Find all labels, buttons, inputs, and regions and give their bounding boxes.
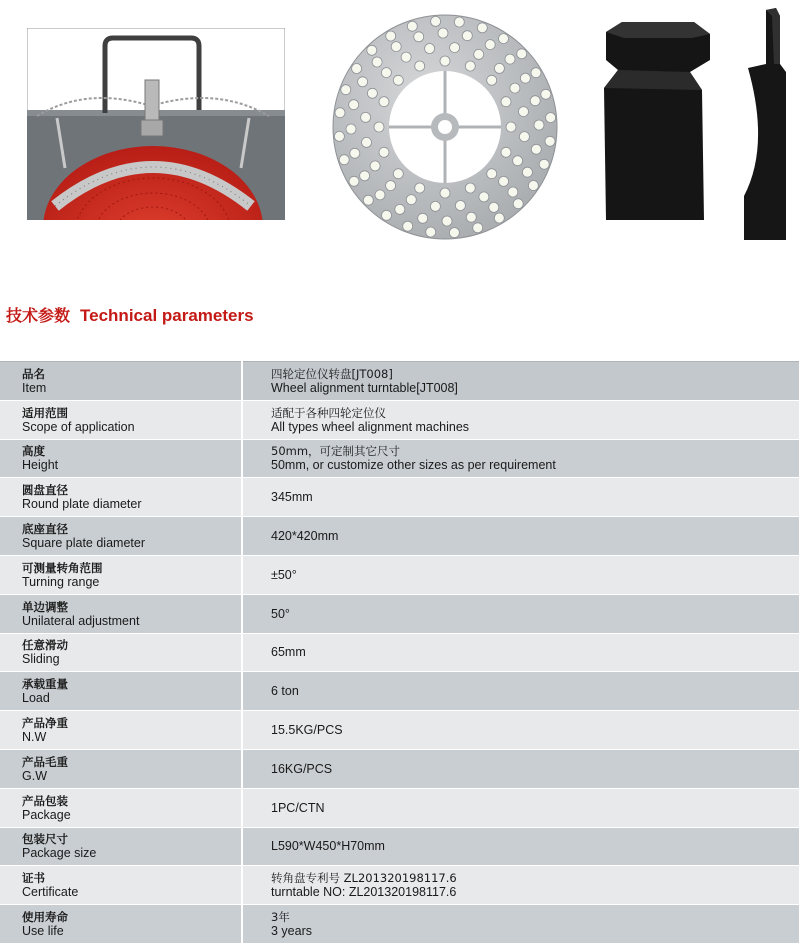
- param-label: [0, 672, 242, 711]
- param-label: [0, 517, 242, 556]
- param-label: [0, 362, 242, 401]
- param-label-zh: 品名: [22, 366, 45, 381]
- param-label: [0, 633, 242, 672]
- roller-ball: [372, 57, 382, 67]
- table-row: [0, 633, 799, 672]
- param-value-text: L590*W450*H70mm: [271, 839, 385, 854]
- roller-ball: [349, 100, 359, 110]
- param-value-text: 65mm: [271, 645, 306, 660]
- param-label: [0, 827, 242, 866]
- param-value: [242, 555, 799, 594]
- roller-ball: [466, 212, 476, 222]
- param-label: [0, 555, 242, 594]
- roller-ball: [360, 171, 370, 181]
- roller-ball: [361, 112, 371, 122]
- param-value-zh: 适配于各种四轮定位仪: [271, 405, 386, 420]
- param-value: [242, 478, 799, 517]
- roller-ball: [519, 132, 529, 142]
- param-value: [242, 672, 799, 711]
- roller-ball: [363, 195, 373, 205]
- table-row: [0, 478, 799, 517]
- param-label-zh: 证书: [22, 871, 45, 886]
- roller-ball: [374, 122, 384, 132]
- section-heading-zh: 技术参数: [6, 306, 71, 325]
- roller-ball: [534, 120, 544, 130]
- roller-ball: [335, 108, 345, 118]
- rubber-wedge-block-photo: [598, 20, 713, 225]
- roller-ball: [454, 17, 464, 27]
- roller-ball: [517, 49, 527, 59]
- roller-ball: [520, 73, 530, 83]
- param-label-en: Square plate diameter: [22, 536, 145, 551]
- roller-ball: [381, 68, 391, 78]
- roller-ball: [450, 43, 460, 53]
- roller-ball: [367, 45, 377, 55]
- param-value-en: 50mm, or customize other sizes as per requirement: [271, 458, 556, 473]
- roller-ball: [350, 148, 360, 158]
- roller-ball: [513, 156, 523, 166]
- roller-ball: [546, 113, 556, 123]
- roller-ball: [393, 75, 403, 85]
- param-value-text: 1PC/CTN: [271, 800, 325, 815]
- ball-roller-plate-photo: [330, 12, 560, 242]
- roller-ball: [485, 40, 495, 50]
- roller-ball: [341, 85, 351, 95]
- roller-ball: [522, 167, 532, 177]
- param-label: [0, 749, 242, 788]
- roller-ball: [358, 77, 368, 87]
- roller-ball: [465, 61, 475, 71]
- roller-ball: [375, 190, 385, 200]
- param-label-zh: 包装尺寸: [22, 832, 68, 847]
- param-value: [242, 827, 799, 866]
- param-label-en: G.W: [22, 768, 47, 783]
- param-value-zh: 转角盘专利号 ZL201320198117.6: [271, 871, 457, 886]
- param-value: [242, 866, 799, 905]
- param-label: [0, 478, 242, 517]
- param-label: [0, 439, 242, 478]
- section-heading: [6, 303, 254, 326]
- param-label: [0, 905, 242, 944]
- roller-ball: [418, 213, 428, 223]
- param-label-zh: 圆盘直径: [22, 483, 68, 498]
- param-label-en: Item: [22, 380, 47, 395]
- roller-ball: [494, 213, 504, 223]
- param-value-zh: 50mm，可定制其它尺寸: [271, 444, 401, 459]
- roller-ball: [477, 23, 487, 33]
- roller-ball: [382, 210, 392, 220]
- roller-ball: [510, 83, 520, 93]
- param-label-en: Turning range: [22, 574, 100, 589]
- param-label-en: Package: [22, 807, 71, 822]
- param-label: [0, 788, 242, 827]
- roller-ball: [513, 199, 523, 209]
- roller-ball: [528, 181, 538, 191]
- param-value-zh: 3年: [271, 910, 290, 925]
- param-label: [0, 866, 242, 905]
- table-row: [0, 362, 799, 401]
- param-value: [242, 905, 799, 944]
- param-value: [242, 633, 799, 672]
- technical-parameters-table: [0, 361, 799, 944]
- param-label-en: Scope of application: [22, 419, 135, 434]
- roller-ball: [501, 97, 511, 107]
- roller-ball: [474, 49, 484, 59]
- param-label-en: Load: [22, 691, 50, 706]
- param-label-en: Round plate diameter: [22, 497, 142, 512]
- roller-ball: [489, 202, 499, 212]
- roller-ball: [531, 144, 541, 154]
- param-value-en: Wheel alignment turntable[JT008]: [271, 380, 458, 395]
- roller-ball: [367, 88, 377, 98]
- roller-ball: [530, 96, 540, 106]
- roller-ball: [386, 31, 396, 41]
- table-row: [0, 711, 799, 750]
- table-row: [0, 555, 799, 594]
- roller-ball: [499, 34, 509, 44]
- section-heading-en: Technical parameters: [80, 306, 254, 325]
- roller-ball: [352, 64, 362, 74]
- roller-ball: [407, 21, 417, 31]
- param-label-en: Height: [22, 458, 59, 473]
- param-label-zh: 产品包装: [22, 793, 68, 808]
- roller-ball: [339, 155, 349, 165]
- roller-ball: [346, 124, 356, 134]
- param-label-zh: 使用寿命: [22, 910, 68, 925]
- param-label-en: Certificate: [22, 885, 79, 900]
- roller-ball: [438, 28, 448, 38]
- param-value-text: 345mm: [271, 490, 313, 505]
- roller-ball: [494, 63, 504, 73]
- rubber-wedge-side-photo: [740, 6, 790, 242]
- param-label-en: Use life: [22, 924, 64, 939]
- param-label-zh: 承载重量: [22, 677, 68, 692]
- param-label-zh: 可测量转角范围: [22, 560, 103, 575]
- roller-ball: [403, 221, 413, 231]
- param-label-zh: 底座直径: [22, 522, 68, 537]
- roller-ball: [393, 169, 403, 179]
- roller-ball: [501, 147, 511, 157]
- param-value-text: ±50°: [271, 567, 297, 582]
- roller-ball: [334, 131, 344, 141]
- roller-ball: [406, 195, 416, 205]
- param-label: [0, 400, 242, 439]
- turntable-with-handle-photo: [27, 28, 285, 220]
- table-row: [0, 866, 799, 905]
- roller-ball: [379, 147, 389, 157]
- table-row: [0, 749, 799, 788]
- param-label: [0, 594, 242, 633]
- param-value-text: 16KG/PCS: [271, 761, 333, 776]
- table-row: [0, 517, 799, 556]
- param-value: [242, 362, 799, 401]
- roller-ball: [414, 32, 424, 42]
- roller-ball: [499, 176, 509, 186]
- roller-ball: [462, 31, 472, 41]
- roller-ball: [487, 75, 497, 85]
- roller-ball: [386, 181, 396, 191]
- table-row: [0, 827, 799, 866]
- roller-ball: [545, 136, 555, 146]
- param-value-text: 50°: [271, 606, 290, 621]
- roller-ball: [415, 61, 425, 71]
- roller-ball: [539, 159, 549, 169]
- roller-ball: [487, 169, 497, 179]
- param-value: [242, 517, 799, 556]
- roller-ball: [440, 56, 450, 66]
- param-value-text: 6 ton: [271, 684, 299, 699]
- param-label: [0, 711, 242, 750]
- param-label-en: Sliding: [22, 652, 60, 667]
- param-value-en: All types wheel alignment machines: [271, 419, 470, 434]
- param-label-zh: 任意滑动: [22, 638, 68, 653]
- roller-ball: [531, 68, 541, 78]
- param-value: [242, 594, 799, 633]
- param-value: [242, 400, 799, 439]
- table-row: [0, 594, 799, 633]
- roller-ball: [519, 107, 529, 117]
- param-value-en: turntable NO: ZL201320198117.6: [271, 885, 457, 900]
- param-label-zh: 适用范围: [22, 405, 68, 420]
- table-row: [0, 905, 799, 944]
- roller-ball: [473, 223, 483, 233]
- param-value-zh: 四轮定位仪转盘[JT008]: [271, 366, 393, 381]
- param-label-zh: 高度: [22, 444, 45, 459]
- roller-ball: [455, 201, 465, 211]
- table-row: [0, 788, 799, 827]
- roller-ball: [442, 216, 452, 226]
- roller-ball: [479, 192, 489, 202]
- param-label-en: N.W: [22, 730, 47, 745]
- param-label-zh: 单边调整: [22, 599, 68, 614]
- roller-ball: [401, 52, 411, 62]
- roller-ball: [379, 97, 389, 107]
- roller-ball: [440, 188, 450, 198]
- param-label-en: Unilateral adjustment: [22, 613, 140, 628]
- param-label-en: Package size: [22, 846, 97, 861]
- roller-ball: [391, 42, 401, 52]
- param-value: [242, 439, 799, 478]
- roller-ball: [506, 122, 516, 132]
- table-row: [0, 672, 799, 711]
- param-value-text: 420*420mm: [271, 529, 339, 544]
- param-value: [242, 788, 799, 827]
- param-value: [242, 711, 799, 750]
- roller-ball: [349, 176, 359, 186]
- roller-ball: [449, 228, 459, 238]
- roller-ball: [425, 44, 435, 54]
- roller-ball: [430, 201, 440, 211]
- roller-ball: [508, 187, 518, 197]
- param-label-zh: 产品净重: [22, 716, 68, 731]
- param-label-zh: 产品毛重: [22, 754, 68, 769]
- table-row: [0, 439, 799, 478]
- roller-ball: [395, 204, 405, 214]
- roller-ball: [415, 183, 425, 193]
- param-value-en: 3 years: [271, 924, 312, 939]
- roller-ball: [465, 183, 475, 193]
- roller-ball: [362, 137, 372, 147]
- roller-ball: [541, 89, 551, 99]
- roller-ball: [431, 16, 441, 26]
- product-photos: [0, 0, 799, 245]
- param-value-text: 15.5KG/PCS: [271, 723, 343, 738]
- roller-ball: [426, 227, 436, 237]
- param-value: [242, 749, 799, 788]
- roller-ball: [505, 54, 515, 64]
- roller-ball: [370, 161, 380, 171]
- table-row: [0, 400, 799, 439]
